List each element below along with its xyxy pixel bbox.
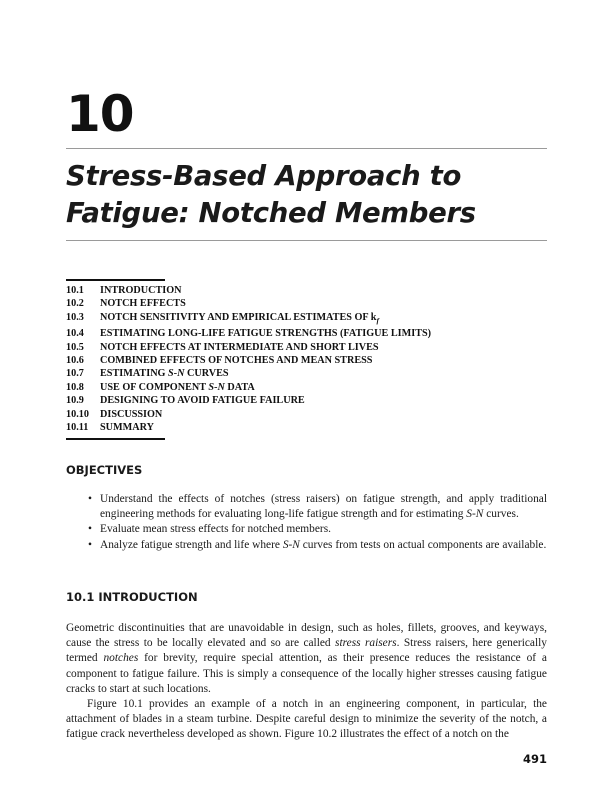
toc-item xyxy=(66,367,547,380)
toc-item-title: INTRODUCTION xyxy=(100,285,182,296)
table-of-contents xyxy=(66,279,547,440)
toc-item-italic: S-N xyxy=(208,381,225,393)
toc-item xyxy=(66,327,547,340)
objective-text: Evaluate mean stress effects for notched members. xyxy=(100,523,331,536)
toc-item xyxy=(66,297,547,310)
toc-item-title: DESIGNING TO AVOID FATIGUE FAILURE xyxy=(100,395,305,407)
toc-item-number: 10.5 xyxy=(66,341,84,353)
toc-item xyxy=(66,421,547,434)
objective-item xyxy=(88,538,547,553)
toc-list xyxy=(66,284,547,435)
page-number: 491 xyxy=(522,752,547,766)
paragraph-2: Figure 10.1 provides an example of a notch in an engineering component, in particular, the attachment of blades in a steam turbine. Despite careful design to minimize the severity of the notch, a fatigue crack nevertheless developed as shown. Figure 10.2 illustrates the effect of a notch on the xyxy=(66,698,547,741)
toc-item-number: 10.1 xyxy=(66,285,84,296)
bullet-icon: • xyxy=(88,523,92,536)
toc-item-title-end: DATA xyxy=(224,381,255,393)
toc-item xyxy=(66,394,547,407)
toc-item-italic: S-N xyxy=(168,368,185,380)
toc-item xyxy=(66,311,547,327)
chapter-title-line-2: Fatigue: Notched Members xyxy=(66,197,476,229)
toc-item-title: ESTIMATING LONG-LIFE FATIGUE STRENGTHS (FATIGUE LIMITS) xyxy=(100,328,432,340)
toc-item-number: 10.6 xyxy=(66,355,84,367)
toc-item-number: 10.7 xyxy=(66,368,84,380)
toc-item-number: 10.10 xyxy=(66,408,89,420)
objectives-list xyxy=(88,492,547,553)
objective-text-end: curves. xyxy=(483,508,519,521)
toc-top-rule xyxy=(66,279,165,281)
toc-item xyxy=(66,381,547,394)
toc-item-title: NOTCH EFFECTS AT INTERMEDIATE AND SHORT LIVES xyxy=(100,341,379,353)
toc-item-subscript: f xyxy=(376,315,379,325)
toc-item-title: SUMMARY xyxy=(100,422,154,434)
toc-item-title: NOTCH EFFECTS xyxy=(100,298,186,310)
objective-italic: S-N xyxy=(466,508,484,521)
introduction-heading: 10.1 INTRODUCTION xyxy=(66,590,198,604)
toc-item-title: COMBINED EFFECTS OF NOTCHES AND MEAN STRESS xyxy=(100,355,373,367)
toc-item-number: 10.8 xyxy=(66,381,84,393)
chapter-title xyxy=(66,158,547,232)
toc-item-number: 10.3 xyxy=(66,311,84,323)
title-top-rule xyxy=(66,148,547,149)
objectives-heading: OBJECTIVES xyxy=(66,463,143,477)
paragraph-text: for brevity, require special attention, as their presence reduces the resistance of a component to fatigue failure. This is simply a consequence of the locally higher stresses causing fatigue cracks to start at such locations. xyxy=(66,652,547,695)
objective-item xyxy=(88,522,547,537)
toc-item-number: 10.4 xyxy=(66,328,84,340)
toc-item-number: 10.9 xyxy=(66,395,84,407)
paragraph-1 xyxy=(66,621,547,697)
bullet-icon: • xyxy=(88,538,92,551)
toc-item-title: ESTIMATING xyxy=(100,368,169,380)
objective-text-end: curves from tests on actual components are available. xyxy=(299,538,547,551)
bullet-icon: • xyxy=(88,493,92,505)
toc-item xyxy=(66,354,547,367)
objective-text: Understand the effects of notches (stress raisers) on fatigue strength, and apply traditional engineering methods for evaluating long-life fatigue strength and for estimating xyxy=(100,493,547,521)
paragraph-text: . Stress raisers, here generically termed xyxy=(66,637,547,665)
term-stress-raisers: stress raisers xyxy=(335,637,397,650)
toc-item-title-end: CURVES xyxy=(184,368,229,380)
paragraph-text: Geometric discontinuities that are unavoidable in design, such as holes, fillets, grooves, and keyways, cause the stress to be locally elevated and so are called xyxy=(66,622,547,650)
chapter-title-line-1: Stress-Based Approach to xyxy=(66,160,462,192)
toc-item xyxy=(66,408,547,421)
toc-item-title: DISCUSSION xyxy=(100,408,163,420)
toc-item-number: 10.11 xyxy=(66,422,89,434)
title-bottom-rule xyxy=(66,240,547,241)
objective-item xyxy=(88,492,547,522)
chapter-number: 10 xyxy=(66,85,134,143)
objective-text: Analyze fatigue strength and life where xyxy=(100,538,283,551)
term-notches: notches xyxy=(103,652,139,665)
toc-item-title: NOTCH SENSITIVITY AND EMPIRICAL ESTIMATES OF k xyxy=(100,311,377,323)
toc-item xyxy=(66,341,547,354)
toc-item-number: 10.2 xyxy=(66,298,84,310)
toc-bottom-rule xyxy=(66,438,165,440)
objective-italic: S-N xyxy=(282,538,300,551)
toc-item xyxy=(66,284,547,297)
introduction-body xyxy=(66,621,547,743)
toc-item-title: USE OF COMPONENT xyxy=(100,381,209,393)
